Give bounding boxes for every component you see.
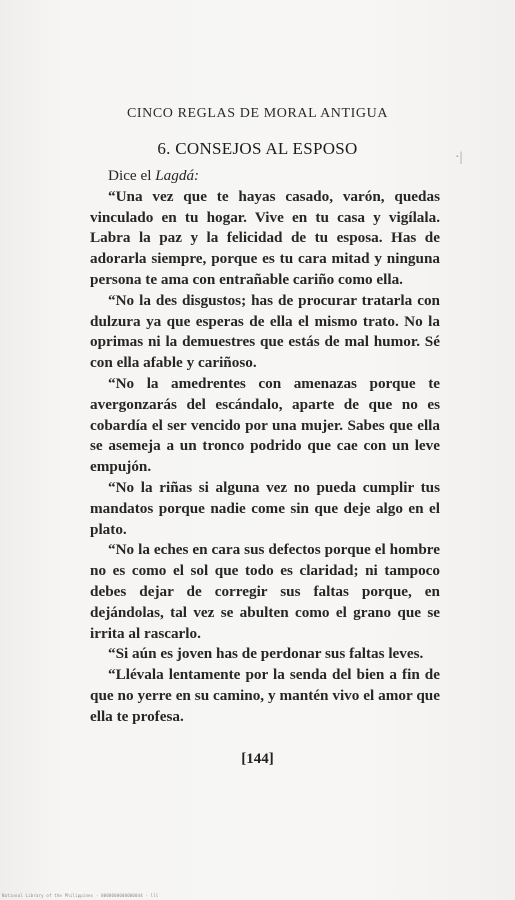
paragraph: “Llévala lentamente por la senda del bien a fin de que no yerre en su camino, y mantén vivo el amor que ella te profesa. [90,666,440,725]
body-text [90,166,440,728]
paragraph: “No la eches en cara sus defectos porque el hombre no es como el sol que todo es claridad; ni tampoco debes dejar de corregir sus faltas porque, en dejándolas, tal vez se abulten como el grano que se irrita al rascarlo. [90,541,440,642]
paragraph: “Si aún es joven has de perdonar sus faltas leves. [108,645,424,663]
margin-mark: ·| [455,150,463,165]
section-title: 6. CONSEJOS AL ESPOSO [157,139,358,158]
running-head: CINCO REGLAS DE MORAL ANTIGUA [126,106,389,121]
paragraph: “No la des disgustos; has de procurar tratarla con dulzura ya que esperas de ella el mismo trato. No la oprimas ni la demuestres que estás de mal humor. Sé con ella afable y cariñoso. [90,291,440,372]
intro-prefix: Dice el [108,167,156,184]
paragraph: “No la riñas si alguna vez no pueda cumplir tus mandatos porque nadie come sin que deje algo en el plato. [90,478,440,538]
page-number: [144] [241,751,274,767]
paragraph: “No la amedrentes con amenazas porque te avergonzarás del escándalo, aparte de que no es cobardía el ser vencido por una mujer. Sabes que ella se asemeja a un tronco podrido que cae con un leve empujón. [90,374,440,476]
paragraph: “Una vez que te hayas casado, varón, quedas vinculado en tu hogar. Vive en tu casa y vigílala. Labra la paz y la felicidad de tu esposa. Has de adorarla siempre, porque es tu cara mitad y ninguna persona te ama con entrañable cariño como ella. [90,187,440,288]
scan-footer: National Library of the Philippines · 0000000000000044 · lll [2,893,159,898]
intro-name: Lagdá: [155,167,200,184]
intro-line [90,166,440,187]
